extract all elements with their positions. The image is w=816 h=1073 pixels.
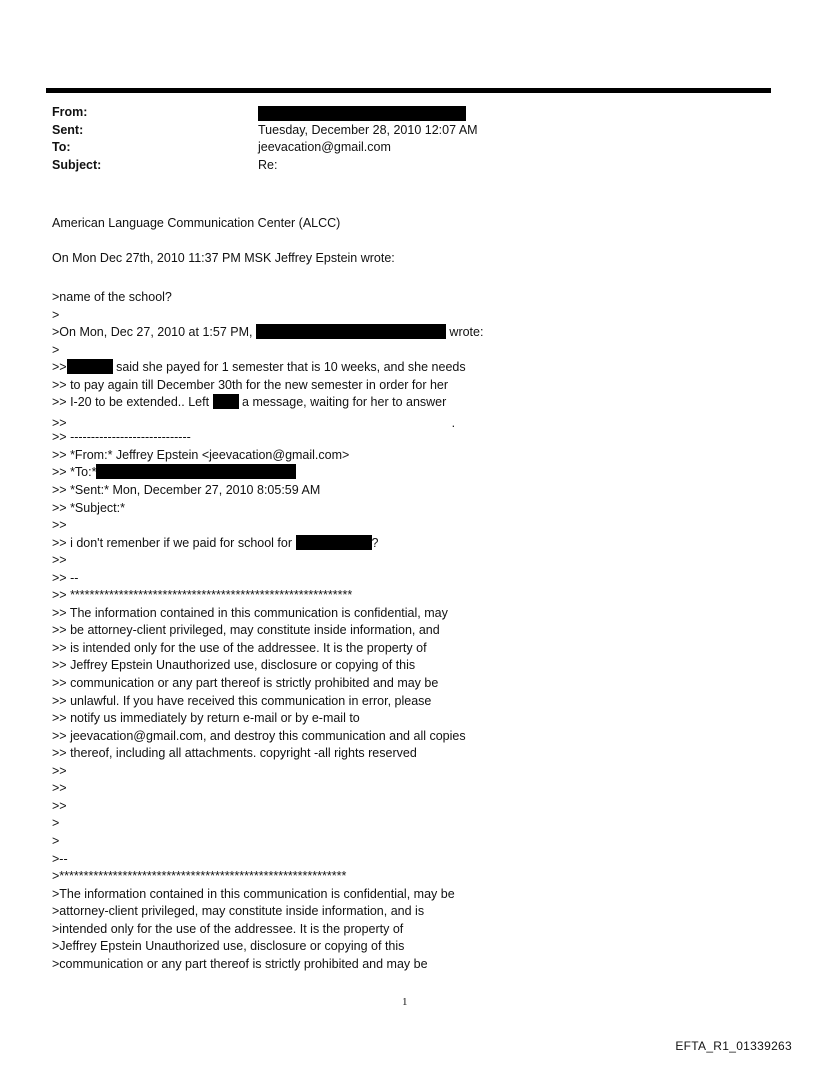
quoted-line [52,675,483,693]
line-text: >> i don't remenber if we paid for school for [52,535,296,550]
quoted-line [52,833,483,851]
quoted-line [52,324,483,342]
quoted-line [52,815,483,833]
line-text: >> I-20 to be extended.. Left [52,395,213,410]
line-text: >> [52,415,67,430]
quoted-line [52,868,483,886]
quoted-line [52,956,483,974]
quoted-line [52,429,483,447]
quoted-message-body [52,289,483,973]
quoted-line [52,482,483,500]
line-text: >> to pay again till December 30th for the new semester in order for her [52,377,449,392]
line-text: >> be attorney-client privileged, may constitute inside information, and [52,623,440,638]
line-text: >> *To:* [52,465,97,480]
line-text: >> is intended only for the use of the addressee. It is the property of [52,640,427,655]
line-text: >> -- [52,570,79,585]
quoted-line [52,552,483,570]
quoted-line [52,622,483,640]
quoted-line [52,938,483,956]
line-text: >communication or any part thereof is strictly prohibited and may be [52,956,428,971]
quoted-line [52,289,483,307]
quoted-line [52,342,483,360]
line-text: >attorney-client privileged, may constitute inside information, and is [52,904,425,919]
line-text: >> *Sent:* Mon, December 27, 2010 8:05:59 AM [52,483,321,498]
quoted-line [52,640,483,658]
line-text: >-- [52,851,68,866]
line-text: >> notify us immediately by return e-mail or by e-mail to [52,711,360,726]
line-text: >> *Subject:* [52,500,125,515]
subject-label: Subject: [52,157,102,172]
intro-line: American Language Communication Center (ALCC) [52,216,341,230]
line-text: >*********************************************************** [52,869,347,884]
line-text: >name of the school? [52,290,172,304]
line-text: ? [371,535,379,550]
quoted-line [52,500,483,518]
quoted-line [52,886,483,904]
quoted-line [52,921,483,939]
email-header [52,104,752,179]
line-text: >> [52,798,67,813]
line-text: > [52,833,60,848]
quoted-line [52,464,483,482]
quoted-line [52,903,483,921]
quoted-line [52,657,483,675]
attribution-line: On Mon Dec 27th, 2010 11:37 PM MSK Jeffrey Epstein wrote: [52,251,395,265]
quoted-line [52,710,483,728]
line-text: >> [52,763,67,778]
line-text: >> communication or any part thereof is strictly prohibited and may be [52,676,439,691]
line-text: >> [52,781,67,796]
quoted-line [52,851,483,869]
subject-value: Re: [258,157,278,172]
redaction-box [213,394,239,409]
quoted-line [52,394,483,412]
line-text: a message, waiting for her to answer [238,395,447,410]
line-text: >> jeevacation@gmail.com, and destroy this communication and all copies [52,728,466,743]
sent-value: Tuesday, December 28, 2010 12:07 AM [258,122,478,137]
page-number: 1 [402,996,408,1008]
line-text: >The information contained in this communication is confidential, may be [52,886,455,901]
line-text: said she payed for 1 semester that is 10 weeks, and she needs [112,360,466,375]
line-text: >> unlawful. If you have received this communication in error, please [52,693,432,708]
line-text: > [52,307,60,322]
line-text: > [52,816,60,831]
quoted-line [52,535,483,553]
redaction-box [96,464,296,479]
quoted-line [52,570,483,588]
line-text: >> ----------------------------- [52,430,191,445]
line-text: >> [52,518,67,533]
line-text: >Jeffrey Epstein Unauthorized use, disclosure or copying of this [52,939,405,954]
quoted-line [52,307,483,325]
quoted-line [52,359,483,377]
quoted-line [52,763,483,781]
quoted-line [52,412,483,430]
quoted-line [52,587,483,605]
line-text: >> thereof, including all attachments. copyright -all rights reserved [52,746,417,761]
to-label: To: [52,140,71,154]
line-text: wrote: [445,325,484,340]
redaction-box [67,359,113,374]
quoted-line [52,447,483,465]
line-text: > [52,342,60,357]
quoted-line [52,798,483,816]
quoted-line [52,605,483,623]
quoted-line [52,745,483,763]
redaction-box [256,324,446,339]
line-text: >> The information contained in this communication is confidential, may [52,605,448,620]
line-text: >> [52,553,67,568]
blank-space [67,412,452,427]
quoted-line [52,728,483,746]
line-text: >On Mon, Dec 27, 2010 at 1:57 PM, [52,325,256,340]
line-text: >intended only for the use of the addressee. It is the property of [52,921,404,936]
quoted-line [52,377,483,395]
line-text: >> [52,360,67,375]
quoted-line [52,693,483,711]
line-text: >> Jeffrey Epstein Unauthorized use, disclosure or copying of this [52,658,416,673]
to-value: jeevacation@gmail.com [258,140,391,154]
from-label: From: [52,105,88,119]
bates-number: EFTA_R1_01339263 [675,1039,792,1053]
quoted-line [52,780,483,798]
line-text: >> *From:* Jeffrey Epstein <jeevacation@gmail.com> [52,447,350,462]
line-text: . [451,415,456,430]
line-text: >> ********************************************************** [52,588,353,603]
quoted-line [52,517,483,535]
header-rule [46,88,771,93]
sent-label: Sent: [52,122,84,137]
redaction-box [296,535,372,550]
